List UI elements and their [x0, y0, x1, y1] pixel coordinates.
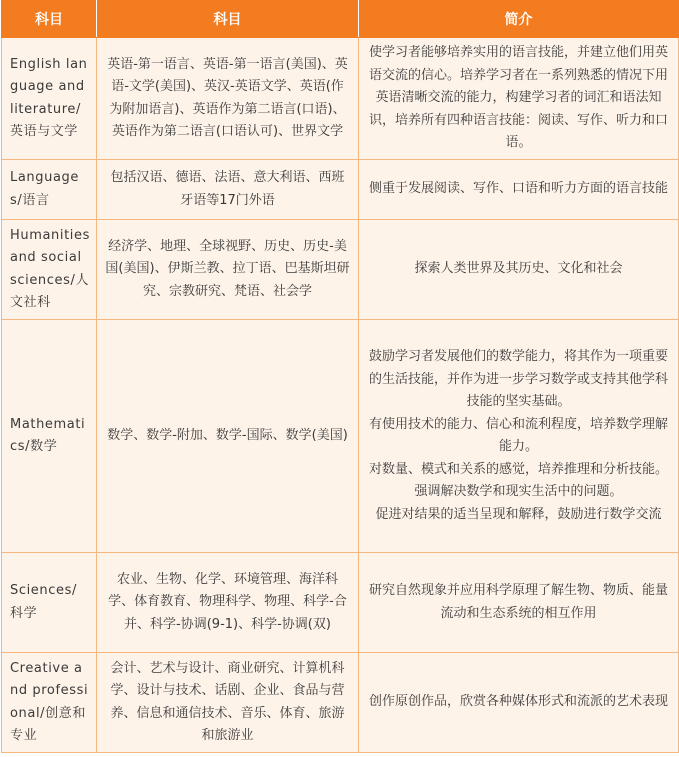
- table-row: [2, 38, 679, 160]
- table-row: [2, 553, 679, 653]
- intro-line: 侧重于发展阅读、写作、口语和听力方面的语言技能: [368, 181, 668, 197]
- intro-line: 使学习者能够培养实用的语言技能，并建立他们用英语交流的信心。培养学习者在一系列熟悉的情况下用英语清晰交流的能力，构建学习者的词汇和语法知识，培养所有四种语言技能：阅读、写作、听力和口语。: [368, 45, 668, 151]
- courses-cell: 会计、艺术与设计、商业研究、计算机科学、设计与技术、话剧、企业、食品与营养、信息和通信技术、音乐、体育、旅游和旅游业: [97, 653, 359, 753]
- intro-line: 研究自然现象并应用科学原理了解生物、物质、能量流动和生态系统的相互作用: [368, 583, 668, 621]
- intro-line: 鼓励学习者发展他们的数学能力，将其作为一项重要的生活技能，并作为进一步学习数学或支持其他学科技能的坚实基础。: [368, 349, 668, 409]
- subject-cell: Creative and professional/创意和专业: [2, 653, 97, 753]
- courses-cell: 数学、数学-附加、数学-国际、数学(美国): [97, 320, 359, 553]
- intro-cell: [359, 320, 679, 553]
- intro-cell: [359, 160, 679, 220]
- header-intro: 简介: [359, 1, 679, 38]
- table-row: [2, 220, 679, 320]
- intro-line: 创作原创作品，欣赏各种媒体形式和流派的艺术表现: [368, 694, 668, 710]
- intro-cell: [359, 38, 679, 160]
- courses-cell: 农业、生物、化学、环境管理、海洋科学、体育教育、物理科学、物理、科学-合并、科学-协调(9-1)、科学-协调(双): [97, 553, 359, 653]
- intro-line: 探索人类世界及其历史、文化和社会: [414, 261, 623, 277]
- intro-cell: [359, 220, 679, 320]
- intro-line: 强调解决数学和现实生活中的问题。: [414, 484, 623, 499]
- header-courses: 科目: [97, 1, 359, 38]
- intro-line: 对数量、模式和关系的感觉，培养推理和分析技能。: [368, 461, 668, 477]
- courses-cell: 包括汉语、德语、法语、意大利语、西班牙语等17门外语: [97, 160, 359, 220]
- table-row: [2, 160, 679, 220]
- courses-cell: 经济学、地理、全球视野、历史、历史-美国(美国)、伊斯兰教、拉丁语、巴基斯坦研究、宗教研究、梵语、社会学: [97, 220, 359, 320]
- intro-line: 促进对结果的适当呈现和解释，鼓励进行数学交流: [375, 506, 662, 522]
- subject-cell: Mathematics/数学: [2, 320, 97, 553]
- intro-cell: [359, 653, 679, 753]
- courses-cell: 英语-第一语言、英语-第一语言(美国)、英语-文学(美国)、英汉-英语文学、英语(作为附加语言)、英语作为第二语言(口语)、英语作为第二语言(口语认可)、世界文学: [97, 38, 359, 160]
- subject-cell: Languages/语言: [2, 160, 97, 220]
- table-row: [2, 653, 679, 753]
- table-row: [2, 320, 679, 553]
- subject-cell: Humanities and social sciences/人文社科: [2, 220, 97, 320]
- subjects-table: [1, 0, 679, 753]
- header-subject: 科目: [2, 1, 97, 38]
- subject-cell: Sciences/科学: [2, 553, 97, 653]
- intro-cell: [359, 553, 679, 653]
- header-row: [2, 1, 679, 38]
- subject-cell: English language and literature/英语与文学: [2, 38, 97, 160]
- intro-line: 有使用技术的能力、信心和流利程度，培养数学理解能力。: [368, 416, 668, 454]
